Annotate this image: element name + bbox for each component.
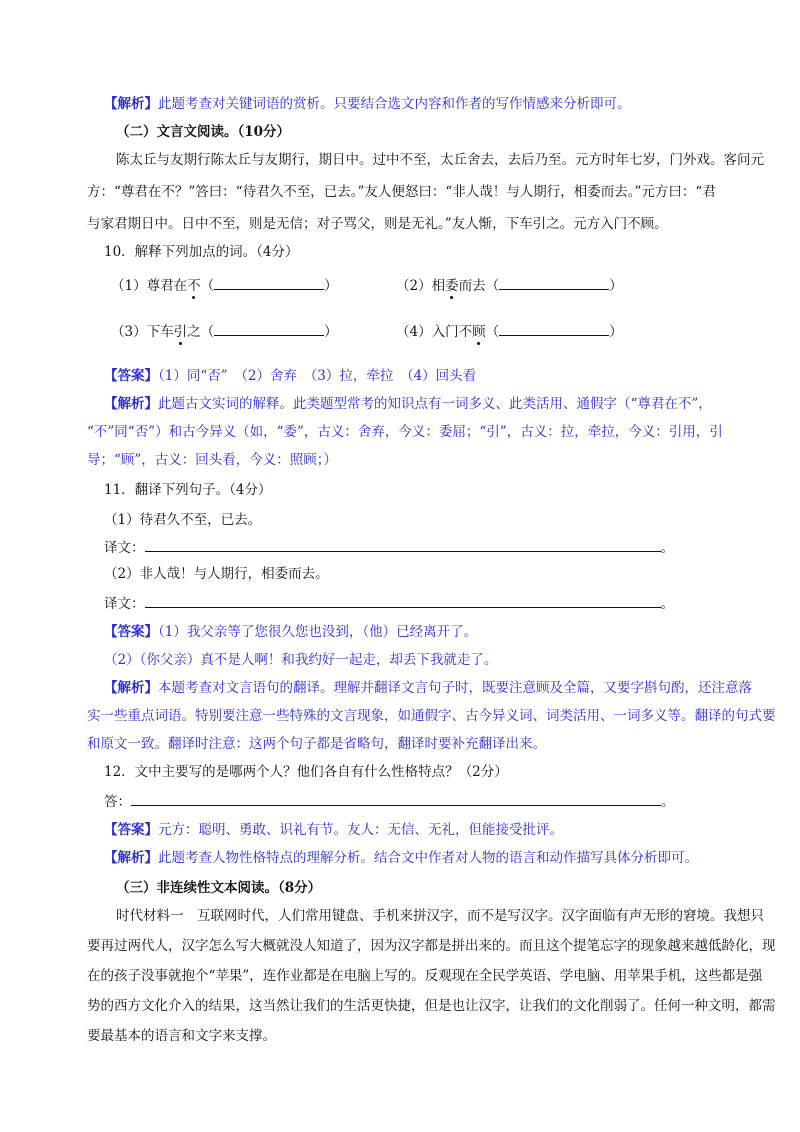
passage-line: 方：“尊君在不？”答曰：“待君久不至，已去。”友人便怒曰：“非人哉！与人期行，相委而去。”元方曰：“君	[87, 184, 716, 200]
section-heading-classical: （二）文言文阅读。（10分）	[116, 124, 291, 140]
q12-answer	[104, 820, 563, 840]
answer-tag: 【答案】	[104, 822, 158, 838]
q11-analysis-cont: 实一些重点词语。特别要注意一些特殊的文言现象，如通假字、古今异义词、词类活用、一词多义等。翻译的句式要	[87, 708, 776, 724]
q12-answer-line: 答： 。	[104, 794, 675, 810]
answer-text: 元方：聪明、勇敢、识礼有节。友人：无信、无礼，但能接受批评。	[158, 822, 563, 838]
q10-item-1: （1）尊君在不（ ）	[111, 278, 338, 294]
q11-sentence-1: （1）待君久不至，已去。	[104, 512, 262, 528]
q10-analysis	[104, 394, 712, 414]
answer-tag: 【答案】	[104, 368, 158, 384]
analysis-tag: 【解析】	[104, 96, 158, 112]
passage-line: 要最基本的语言和文字来支撑。	[87, 1028, 276, 1044]
question-10-stem: 10．解释下列加点的词。（4分）	[104, 244, 299, 260]
question-11-stem: 11．翻译下列句子。（4分）	[104, 482, 272, 498]
passage-line: 要再过两代人，汉字怎么写大概就没人知道了，因为汉字都是拼出来的。而且这个提笔忘字的现象越来越低龄化，现	[87, 938, 776, 954]
answer-text: （1）我父亲等了您很久您也没到，（他）已经离开了。	[158, 624, 478, 640]
q11-translation-1: 译文： 。	[104, 540, 674, 556]
answer-blank[interactable]	[214, 276, 324, 290]
emphasized-char: 委	[445, 278, 459, 294]
q10-analysis-cont: “不”同“否”）和古今异义（如，“委”，古义：舍弃，今义：委屈；“引”，古义：拉，牵拉，今义：引用，引	[87, 424, 723, 440]
emphasized-char: 顾	[472, 324, 486, 340]
answer-blank[interactable]	[214, 322, 324, 336]
answer-blank[interactable]	[499, 276, 609, 290]
q10-answer	[104, 366, 476, 386]
q10-item-2: （2）相委而去（ ）	[396, 278, 623, 294]
answer-blank[interactable]	[131, 792, 661, 806]
passage-line: 在的孩子没事就抱个“苹果”，连作业都是在电脑上写的。反观现在全民学英语、学电脑、用苹果手机，这些都是强	[87, 968, 763, 984]
q11-analysis	[104, 678, 752, 698]
passage-line: 与家君期日中。日中不至，则是无信；对子骂父，则是无礼。”友人惭，下车引之。元方入门不顾。	[87, 216, 668, 232]
analysis-tag: 【解析】	[104, 396, 158, 412]
q11-analysis-cont: 和原文一致。翻译时注意：这两个句子都是省略句，翻译时要补充翻译出来。	[87, 736, 546, 752]
section-heading-nonlinear: （三）非连续性文本阅读。（8分）	[116, 880, 322, 896]
q11-answer-2: （2）（你父亲）真不是人啊！和我约好一起走，却丢下我就走了。	[104, 652, 498, 668]
q11-translation-2: 译文： 。	[104, 596, 674, 612]
analysis-tag: 【解析】	[104, 680, 158, 696]
q11-sentence-2: （2）非人哉！与人期行，相委而去。	[104, 566, 329, 582]
answer-tag: 【答案】	[104, 624, 158, 640]
q10-item-4: （4）入门不顾（ ）	[396, 324, 623, 340]
q10-item-3: （3）下车引之（ ）	[111, 324, 338, 340]
question-12-stem: 12．文中主要写的是哪两个人？他们各自有什么性格特点？（2分）	[104, 764, 508, 780]
analysis-text: 此题考查对关键词语的赏析。只要结合选文内容和作者的写作情感来分析即可。	[158, 96, 631, 112]
emphasized-char: 不	[187, 278, 201, 294]
q11-answer	[104, 622, 477, 642]
analysis-text: 此题考查人物性格特点的理解分析。结合文中作者对人物的语言和动作描写具体分析即可。	[158, 850, 698, 866]
q10-analysis-cont: 导；“顾”，古义：回头看，今义：照顾；）	[87, 452, 338, 468]
translation-blank[interactable]	[145, 594, 661, 608]
passage-line: 时代材料一 互联网时代，人们常用键盘、手机来拼汉字，而不是写汉字。汉字面临有声无形的窘境。我想只	[116, 908, 764, 924]
analysis-text: 此题古文实词的解释。此类题型常考的知识点有一词多义、此类活用、通假字（“尊君在不”，	[158, 396, 712, 412]
analysis-text: 本题考查对文言语句的翻译。理解并翻译文言句子时，既要注意顾及全篇，又要字斟句酌，还注意落	[158, 680, 752, 696]
answer-blank[interactable]	[499, 322, 609, 336]
analysis-line	[104, 94, 631, 114]
q12-analysis	[104, 848, 698, 868]
emphasized-char: 引	[173, 324, 188, 340]
answer-text: （1）同“否” （2）舍弃 （3）拉，牵拉 （4）回头看	[158, 368, 477, 384]
passage-line: 陈太丘与友期行陈太丘与友期行，期日中。过中不至，太丘舍去，去后乃至。元方时年七岁，门外戏。客问元	[116, 152, 764, 168]
passage-line: 势的西方文化介入的结果，这当然让我们的生活更快捷，但是也让汉字，让我们的文化削弱了。任何一种文明，都需	[87, 998, 776, 1014]
analysis-tag: 【解析】	[104, 850, 158, 866]
translation-blank[interactable]	[145, 538, 661, 552]
